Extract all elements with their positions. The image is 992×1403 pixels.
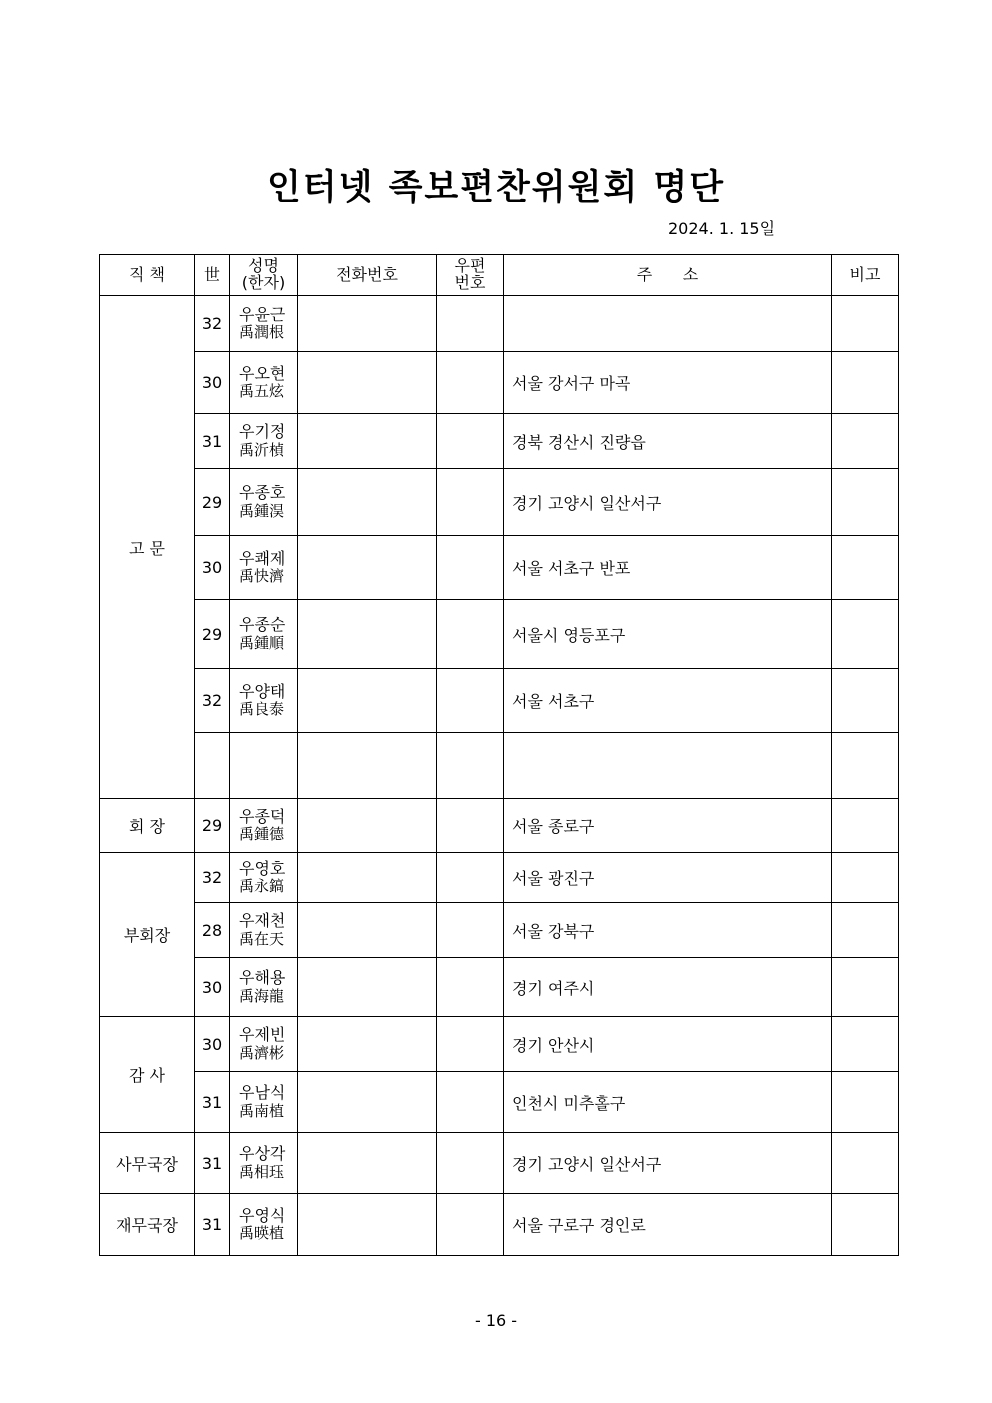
address-cell: 서울 구로구 경인로: [504, 1194, 832, 1256]
generation-cell: 31: [195, 1072, 230, 1133]
table-row: [100, 296, 899, 352]
name-hanja: 禹沂楨: [239, 440, 285, 459]
address-cell: 서울 서초구 반포: [504, 536, 832, 600]
phone-cell: [298, 1194, 437, 1256]
phone-cell: [298, 352, 437, 414]
name-hanja: 禹快濟: [239, 567, 285, 586]
table-row: [100, 1072, 899, 1133]
zip-cell: [437, 536, 504, 600]
name-hanja: 禹潤根: [239, 323, 285, 342]
note-cell: [832, 1017, 899, 1072]
generation-cell: 30: [195, 352, 230, 414]
name-korean: 우영호: [239, 858, 286, 878]
address-cell: 경기 고양시 일산서구: [504, 469, 832, 536]
header-name-line1: 성명: [248, 256, 279, 276]
name-hanja: 禹鍾順: [239, 633, 285, 652]
address-cell: 서울시 영등포구: [504, 600, 832, 669]
name-cell: [230, 469, 298, 536]
phone-cell: [298, 469, 437, 536]
zip-cell: [437, 853, 504, 903]
name-cell: [230, 600, 298, 669]
phone-cell: [298, 414, 437, 469]
header-zip: [437, 255, 504, 296]
name-korean: 우상각: [239, 1144, 286, 1164]
note-cell: [832, 600, 899, 669]
zip-cell: [437, 469, 504, 536]
name-hanja: 禹暎植: [239, 1224, 285, 1243]
header-role: 직 책: [100, 255, 195, 296]
name-cell: [230, 352, 298, 414]
name-korean: 우종호: [239, 483, 286, 503]
phone-cell: [298, 669, 437, 733]
table-row: [100, 1133, 899, 1194]
phone-cell: [298, 958, 437, 1017]
name-hanja: 禹永鎬: [239, 877, 285, 896]
generation-cell: 32: [195, 296, 230, 352]
name-korean: 우해용: [239, 968, 286, 988]
note-cell: [832, 669, 899, 733]
address-cell: 서울 서초구: [504, 669, 832, 733]
header-phone: 전화번호: [298, 255, 437, 296]
name-cell: [230, 1133, 298, 1194]
note-cell: [832, 414, 899, 469]
note-cell: [832, 469, 899, 536]
generation-cell: 31: [195, 414, 230, 469]
table-header-row: [100, 255, 899, 296]
address-cell: 서울 종로구: [504, 799, 832, 853]
role-secretary-general: 사무국장: [100, 1133, 195, 1194]
note-cell: [832, 536, 899, 600]
note-cell: [832, 1194, 899, 1256]
generation-cell: 32: [195, 853, 230, 903]
table-row: [100, 799, 899, 853]
header-note: 비고: [832, 255, 899, 296]
zip-cell: [437, 1194, 504, 1256]
table-row: [100, 414, 899, 469]
name-cell: [230, 903, 298, 958]
address-cell: 경북 경산시 진량읍: [504, 414, 832, 469]
name-korean: 우오현: [239, 363, 286, 383]
phone-cell: [298, 799, 437, 853]
name-hanja: 禹五炫: [239, 382, 285, 401]
zip-cell: [437, 1017, 504, 1072]
zip-cell: [437, 733, 504, 799]
table-row: [100, 469, 899, 536]
generation-cell: 29: [195, 469, 230, 536]
role-president: 회 장: [100, 799, 195, 853]
name-cell: [230, 669, 298, 733]
name-korean: 우영식: [239, 1205, 286, 1225]
note-cell: [832, 853, 899, 903]
table-row: [100, 733, 899, 799]
name-korean: 우기정: [239, 422, 286, 442]
address-cell: 경기 안산시: [504, 1017, 832, 1072]
role-advisor: 고 문: [100, 296, 195, 799]
role-vice-president: 부회장: [100, 853, 195, 1017]
header-zip-line2: 번호: [454, 273, 486, 292]
note-cell: [832, 352, 899, 414]
address-cell: 인천시 미추홀구: [504, 1072, 832, 1133]
page-number: - 16 -: [474, 1311, 518, 1330]
phone-cell: [298, 296, 437, 352]
name-hanja: 禹南植: [239, 1101, 285, 1120]
generation-cell: [195, 733, 230, 799]
note-cell: [832, 1072, 899, 1133]
phone-cell: [298, 600, 437, 669]
generation-cell: 31: [195, 1194, 230, 1256]
role-treasurer: 재무국장: [100, 1194, 195, 1256]
address-cell: 경기 여주시: [504, 958, 832, 1017]
name-hanja: 禹濟彬: [239, 1043, 285, 1062]
name-cell: [230, 536, 298, 600]
generation-cell: 30: [195, 958, 230, 1017]
generation-cell: 29: [195, 600, 230, 669]
generation-cell: 32: [195, 669, 230, 733]
role-auditor: 감 사: [100, 1017, 195, 1133]
name-korean: 우제빈: [239, 1025, 286, 1045]
phone-cell: [298, 1017, 437, 1072]
zip-cell: [437, 414, 504, 469]
phone-cell: [298, 1133, 437, 1194]
address-cell: 서울 강북구: [504, 903, 832, 958]
generation-cell: 30: [195, 536, 230, 600]
note-cell: [832, 1133, 899, 1194]
table-row: [100, 1194, 899, 1256]
header-zip-line1: 우편: [454, 256, 486, 276]
generation-cell: 28: [195, 903, 230, 958]
table-row: [100, 669, 899, 733]
address-cell: 경기 고양시 일산서구: [504, 1133, 832, 1194]
name-korean: 우윤근: [239, 304, 286, 324]
phone-cell: [298, 536, 437, 600]
name-cell: [230, 958, 298, 1017]
table-row: [100, 600, 899, 669]
header-generation: 世: [195, 255, 230, 296]
table-row: [100, 958, 899, 1017]
zip-cell: [437, 669, 504, 733]
table-row: [100, 352, 899, 414]
header-address: 주 소: [504, 255, 832, 296]
address-cell: 서울 광진구: [504, 853, 832, 903]
name-korean: 우남식: [239, 1083, 286, 1103]
name-cell: [230, 1194, 298, 1256]
note-cell: [832, 903, 899, 958]
phone-cell: [298, 853, 437, 903]
note-cell: [832, 799, 899, 853]
generation-cell: 29: [195, 799, 230, 853]
note-cell: [832, 733, 899, 799]
generation-cell: 30: [195, 1017, 230, 1072]
page-title: 인터넷 족보편찬위원회 명단: [266, 168, 726, 208]
phone-cell: [298, 903, 437, 958]
name-korean: 우쾌제: [239, 548, 286, 568]
committee-roster-table: [99, 254, 899, 1256]
name-cell: [230, 414, 298, 469]
name-hanja: 禹良泰: [239, 700, 285, 719]
header-name-line2: (한자): [241, 273, 286, 292]
name-cell: [230, 733, 298, 799]
name-cell: [230, 853, 298, 903]
name-cell: [230, 799, 298, 853]
name-hanja: 禹相珏: [239, 1162, 285, 1181]
zip-cell: [437, 352, 504, 414]
zip-cell: [437, 1133, 504, 1194]
note-cell: [832, 296, 899, 352]
name-cell: [230, 296, 298, 352]
phone-cell: [298, 1072, 437, 1133]
note-cell: [832, 958, 899, 1017]
name-korean: 우재천: [239, 911, 286, 931]
zip-cell: [437, 903, 504, 958]
table-row: [100, 1017, 899, 1072]
generation-cell: 31: [195, 1133, 230, 1194]
name-hanja: 禹鍾淏: [239, 501, 285, 520]
zip-cell: [437, 296, 504, 352]
phone-cell: [298, 733, 437, 799]
address-cell: [504, 733, 832, 799]
zip-cell: [437, 958, 504, 1017]
name-korean: 우종덕: [239, 806, 286, 826]
table-row: [100, 903, 899, 958]
name-hanja: 禹海龍: [239, 986, 285, 1005]
name-cell: [230, 1017, 298, 1072]
table-row: [100, 536, 899, 600]
name-hanja: 禹在天: [239, 929, 285, 948]
zip-cell: [437, 600, 504, 669]
name-korean: 우종순: [239, 615, 286, 635]
name-korean: 우양태: [239, 681, 286, 701]
zip-cell: [437, 1072, 504, 1133]
address-cell: [504, 296, 832, 352]
table-row: [100, 853, 899, 903]
header-name: [230, 255, 298, 296]
name-hanja: 禹鍾德: [239, 825, 285, 844]
document-date: 2024. 1. 15일: [668, 219, 776, 238]
name-cell: [230, 1072, 298, 1133]
address-cell: 서울 강서구 마곡: [504, 352, 832, 414]
zip-cell: [437, 799, 504, 853]
